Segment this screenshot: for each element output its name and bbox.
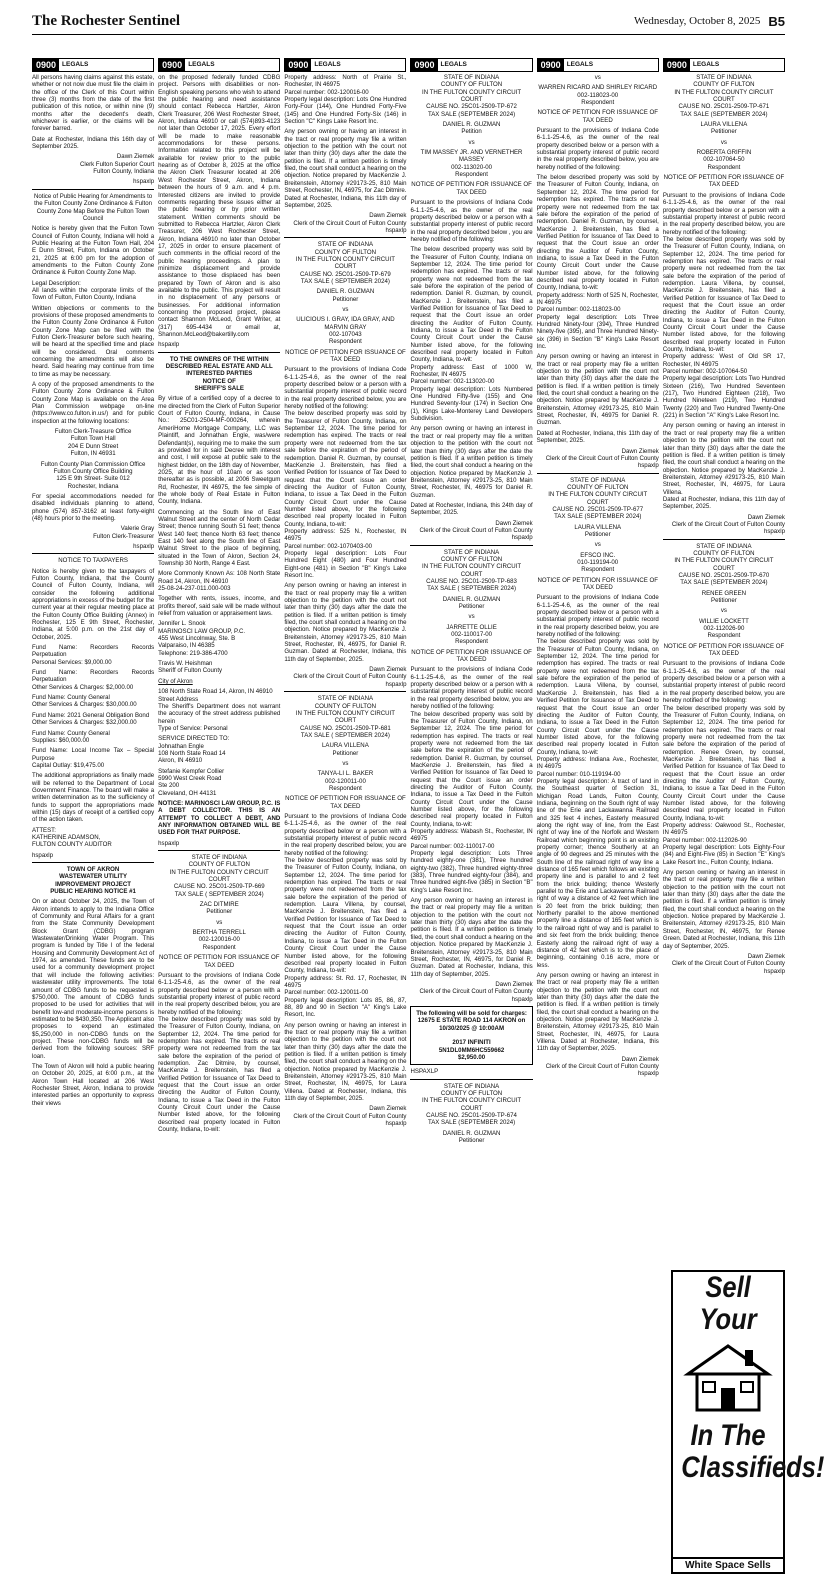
notice-heading: STATE OF INDIANA COUNTY OF FULTON IN THE FULTON COUNTY CIRCUIT COURT CAUSE NO. 25C01-2509-TP-674 TAX SALE (SEPTEMBER 2024) [422, 1082, 522, 1127]
notice-paragraph: Any person owning or having an interest in the tract or real property may file a written objection to the petition with the court not later than thirty (30) days after the date the petition is filed. If a written petition is timely filed, the court shall conduct a hearing on the objection. Notice prepared by MacKenzie J. Breitenstein, Attorney #29173-25, 810 Main Street, Rochester, IN, 46975, for Renee Green. Dated at Rochester, Indiana, this 11th day of September, 2025. [662, 869, 785, 950]
ad-headline: Sell Your [699, 1271, 757, 1336]
column-1 [32, 58, 154, 1586]
newspaper-title: The Rochester Sentinel [32, 12, 181, 29]
signature-block: Dawn Ziemek Clerk of the Circuit Court of Fulton County hspaxlp [419, 980, 533, 1003]
notice-paragraph: Dated at Rochester, Indiana, this 24th day of September, 2025. [410, 501, 533, 517]
notice-heading: DANIEL R. GUZMAN Petitioner [316, 288, 375, 303]
notice-divider [284, 237, 406, 238]
notice-heading: NOTICE OF PETITION FOR ISSUANCE OF TAX DEED [285, 348, 406, 364]
notice-paragraph: Property address: North of Prairie St., Rochester, IN 46975 Parcel number: 002-120016-00 Property legal description: Lots One Hundred Forty-Four (144), One Hundred Forty-Five (145) and One Hundred Forty-Six (146) in Section "C" Kings Lake Resort Inc. [284, 74, 407, 126]
notice-heading: vs [468, 138, 475, 146]
notice-heading: ZAC DITMIRE Petitioner [199, 901, 239, 916]
notice-heading: Fulton County Plan Commission Office Fulton County Office Building 125 E 9th Street- Suite 012 Rochester, Indiana [40, 460, 146, 490]
notice-paragraph: Jennifer L. Snook MARINOSCI LAW GROUP, P.C. 455 West Lincolnway, Ste. B Valparaiso, IN 46385 Telephone: 219-386-4700 [158, 620, 246, 657]
notice-heading: TOWN OF AKRON WASTEWATER UTILITY IMPROVEMENT PROJECT PUBLIC HEARING NOTICE #1 [50, 866, 136, 896]
section-label: LEGALS [188, 61, 215, 68]
notice-heading: vs [342, 759, 349, 767]
notice-divider [158, 352, 280, 353]
column-6 [662, 58, 824, 1586]
notice-paragraph: The additional appropriations as finally made will be referred to the Department of Local Government Finance. The board will make a written determination as to the sufficiency of funds to support the appropriations made within (15) days of receipt of a certified copy of the action taken. [32, 772, 155, 824]
notice-paragraph: Pursuant to the provisions of Indiana Code 6-1.1-25-4.6, as the owner of the real property described below or a person with a substantial property interest of public record in the real property described below, you are hereby notified of the following: The below described property was sold by the Treasurer of Fulton County, Indiana, on September 12, 2024. The time period for redemption has expired. The tracts or real property were not redeemed from the tax sale before the expiration of the period of redemption. Daniel R. Guzman, by counsel, MacKenzie J. Breitenstein, has filed a Verified Petition for Issuance of Tax Deed to request that the Court issue an order directing the Auditor of Fulton County, Indiana, to issue a Tax Deed in the Fulton County Circuit Court under the Cause Number listed above, for the following described real property located in Fulton County, Indiana, to-wit: Property address: Wabash St., Rochester, IN 46975 Parcel number: 002-110017-00 Property legal description: Lots Three hundred eighty-one (381), Three hundred eighty-two (382), Three hundred eighty-three (383), Three hundred eighty-four (384), and Three hundred eight-five (385) in Section "B" King's Lake Resort Inc. [410, 666, 533, 894]
notice-paragraph: Fund Name: Recorders Records Perpetuation Other Services & Charges: $2,000.00 [32, 669, 155, 691]
notice-heading: DANIEL R. GUZMAN Petition [442, 121, 501, 136]
notice-heading: TIM MASSEY JR. AND VERNETHER MASSEY 002-113020-00 Respondent [420, 149, 523, 179]
notice-paragraph: Travis W. Heishman Sheriff of Fulton County [158, 660, 223, 675]
notice-paragraph: The Town of Akron will hold a public hearing on October 20, 2025, at 6:00 p.m., at the Akron Town Hall located at 206 West Rochester Street, Akron, Indiana to provide interested parties an opportunity to express their views [32, 1062, 155, 1107]
section-label: LEGALS [314, 61, 341, 68]
notice-paragraph: Dated at Rochester, Indiana, this 11th day of September, 2025. [536, 429, 659, 445]
ad-tagline: Classifieds! [681, 1451, 824, 1485]
notice-heading: LAURA VILLENA Petitioner [700, 121, 748, 136]
column-content [410, 74, 532, 1144]
signature-block: Dawn Ziemek Clerk of the Circuit Court of Fulton County hspaxlp [545, 1055, 659, 1078]
notice-divider [32, 189, 154, 190]
column-5 [537, 58, 659, 1586]
notice-paragraph: Any person owning or having an interest in the tract or real property may file a written objection to the petition with the court not later than thirty (30) days after the date the petition is filed. If a written petition is timely filed, the court shall conduct a hearing on the objection. Notice prepared by MacKenzie J. Breitenstein, Attorney #29173-25, 810 Main Street, Rochester, IN, 46975 for Daniel R. Guzman. [410, 425, 533, 499]
notice-paragraph: Legal Description: All lands within the corporate limits of the Town of Fulton, Fulton County, Indiana [32, 279, 155, 302]
signature-block: Dawn Ziemek Clerk of the Circuit Court of Fulton County hspaxlp [671, 513, 785, 536]
notice-paragraph: More Commonly Known As: 108 North State Road 14, Akron, IN 46910 25-08-24-237-011.000-003 [158, 570, 281, 593]
notice-divider [284, 691, 406, 692]
section-label: LEGALS [692, 61, 720, 68]
signature-block: Dawn Ziemek Clerk of the Circuit Court of Fulton County hspaxlp [293, 212, 407, 234]
notice-paragraph: Pursuant to the provisions of Indiana Code 6-1.1-25-4.6, as the owner of the real property described below or a person with a substantial property interest of public record in the real property described below, you are hereby notified of the following: The below described property was sold by the Treasurer of Fulton County, Indiana, on September 12, 2024. The time period for redemption has expired. The tracts or real property were not redeemed from the tax sale before the expiration of the period of redemption. Laura Villena, by counsel, MacKenzie J. Breitenstein, has filed a Verified Petition for Issuance of Tax Deed to request that the Court issue an order directing the Auditor of Fulton County, Indiana, to issue a Tax Deed in the Fulton County Circuit Court under the Cause Number listed above, for the following described real property located in Fulton County, Indiana, to-wit: Property address: St. Rd. 17, Rochester, IN 46975 Parcel number: 002-120011-00 Property legal description: Lots 85, 86, 87, 88, 89 and 90 in Section "A" King's Lake Resort, Inc. [284, 812, 407, 1019]
notice-heading: STATE OF INDIANA COUNTY OF FULTON IN THE FULTON COUNTY CIRCUIT COURT CAUSE NO. 25C01-2509-TP-670 TAX SALE (SEPTEMBER 2024) [674, 542, 774, 587]
notice-paragraph: Stefanie Kempfer Collier 5990 West Creek Road Ste 200 Cleveland, OH 44131 [158, 767, 225, 797]
section-number: 0900 [664, 59, 690, 71]
notice-heading: vs [594, 541, 601, 549]
signature-block: hspaxlp [133, 178, 155, 186]
notice-paragraph: Pursuant to the provisions of Indiana Code 6-1.1-25-4.6, as the owner of the real property described below or a person with a substantial property interest of public record in the real property described below, you are hereby notified of the following: The below described property was sold by the Treasurer of Fulton County, Indiana, on September 12, 2024. The time period for redemption has expired. The tracts or real property were not redeemed from the tax sale before the expiration of the period of redemption. Renee Green, by counsel, MacKenzie J. Breitenstein, has filed a Verified Petition for Issuance of Tax Deed to request that the Court issue an order directing the Auditor of Fulton County, Indiana, to issue a Tax Deed in the Fulton County Circuit Court under the Cause Number listed above, for the following described real property located in Fulton County, Indiana, to-wit: Property address: Oakwood St., Rochester, IN 46975 Parcel number: 002-112026-90 Property legal description: Lots Eighty-Four (84) and Eight-Five (85) in Section "E" King's Lake Resort Inc., Fulton County, Indiana. [662, 660, 785, 866]
notice-heading: NOTICE OF PETITION FOR ISSUANCE OF TAX DEED [537, 576, 658, 591]
notice-paragraph: A copy of the proposed amendments to the Fulton County Zone Ordinance & Fulton County Zone Map is available on the Area Plan Commission webpage on-line (https://www.co.fulton.in.us/) and for public inspection at the following locations: [32, 381, 155, 425]
notice-paragraph: Pursuant to the provisions of Indiana Code 6-1.1-25-4.6, as the owner of the real property described below or a person with a substantial property interest of public record in the real property described below , you are hereby notified of the following: [410, 199, 533, 243]
notice-paragraph: ATTEST: KATHERINE ADAMSON, FULTON COUNTY AUDITOR [32, 826, 112, 849]
notice-paragraph: SERVICE DIRECTED TO: Johnathan Engle 108 North State Road 14 Akron, IN 46910 [158, 735, 230, 765]
notice-paragraph: Notice is hereby given that the Fulton Town Council of Fulton County, Indiana will hold a Public Hearing at the Fulton Town Hall, 204 E Dunn Street, Fulton, Indiana on October 21, 2025 at 6:00 pm for the adoption of amendments to the Fulton County Zone Ordinance & Fulton County Zone Map. [32, 225, 155, 277]
section-header [410, 58, 532, 72]
page-number: B5 [768, 13, 785, 29]
notice-heading: STATE OF INDIANA COUNTY OF FULTON IN THE FULTON COUNTY CIRCUIT COURT CAUSE NO. 25C01-2509-TP-681 TAX SALE ( SEPTEMBER 2024) [295, 695, 395, 739]
ad-subline: In The [690, 1419, 766, 1453]
issue-date: Wednesday, October 8, 2025 [633, 15, 761, 27]
column-content [537, 74, 659, 1078]
notice-heading: DANIEL R. GUZMAN Petitioner [442, 1129, 501, 1145]
notice-paragraph: The below described property was sold by the Treasurer of Fulton County, Indiana, on September 12, 2024. The time period for redemption has expired. The tracts or real property were not redeemed from the tax sale before the expiration of the period of redemption. Daniel R. Guzman, by counsel, MacKenzie J. Breitenstein, has filed a Verified Petition for Issuance of Tax Deed to request that the Court issue an order directing the Auditor of Fulton County, Indiana, to issue a Tax Deed in the Fulton County Circuit Court under the Cause Number listed above, for the following described real property located in Fulton County, Indiana, to-wit: Property address: North of 525 N, Rochester, IN 46975 Parcel number: 002-118023-00 Property legal description: Lots Three Hundred Ninety-four (394), Three Hundred Ninety-five (395), and Three Hundred Ninety-six (396) in Section "B" King's Lake Resort Inc. [536, 174, 659, 351]
section-header [663, 58, 785, 72]
signature-block: Dawn Ziemek Clerk of the Circuit Court of Fulton County hspaxlp [671, 952, 785, 975]
column-4 [410, 58, 532, 1586]
notice-paragraph: Pursuant to the provisions of Indiana Code 6-1.1-25-4.6, as the owner of the real property described below or a person with a substantial property interest of public record in the real property described below, you are hereby notified of the following: The below described property was sold by the Treasurer of Fulton County, Indiana, on September 12, 2024. The time period for redemption has expired. The tracts or real property were not redeemed from the tax sale before the expiration of the period of redemption. Daniel R. Guzman, by counsel, MacKenzie J. Breitenstein, has filed a Verified Petition for Issuance of Tax Deed to request that the Court issue an order directing the Auditor of Fulton County, Indiana, to issue a Tax Deed in the Fulton County Circuit Court under the Cause Number listed above, for the following described real property located in Fulton County, Indiana, to-wit: Property address: 525 N., Rochester, IN 46975 Parcel number: 002-1070403-00 Property legal description: Lots Four Hundred Eight (480) and Four Hundred Eight-one (481) in Section "B" King's Lake Resort Inc. [284, 366, 407, 579]
signature-block: Dawn Ziemek Clerk of the Circuit Court of Fulton County hspaxlp [293, 1105, 407, 1128]
house-icon [683, 1342, 773, 1412]
section-label: LEGALS [566, 61, 594, 68]
notice-heading: NOTICE OF PETITION FOR ISSUANCE OF TAX DEED [411, 648, 532, 664]
notice-paragraph: For special accommodations needed for disabled individuals planning to attend, phone (574) 857-3162 at least forty-eight (48) hours prior to the meeting. [32, 492, 155, 522]
notice-paragraph: Commencing at the South line of East Walnut Street and the center of North Cedar Street; thence running South 51 feet; thence West 140 feet; thence North 63 feet; thence East 140 feet along the South line of East Walnut Street to the place of beginning, situated in the Town of Akron, Section 24, Township 30 North, Range 4 East. [158, 508, 281, 567]
notice-heading: LAURA VILLENA Petitioner [322, 742, 369, 757]
notice-heading: WARREN RICARD AND SHIRLEY RICARD 002-118023-00 Respondent [538, 84, 658, 107]
column-2 [158, 58, 280, 1586]
notice-divider [663, 539, 785, 540]
notice-paragraph: Any person owning or having an interest in the tract or real property may file a written objection to the petition with the court not later than thirty (30) days after the date the petition is filed. If a written petition is timely filed, the court shall conduct a hearing on the objection. Notice prepared by MacKenzie J. Breitenstein, Attorney #29173-25, 810 Main Street, Rochester, IN, 46975, for Zac Ditmire. Dated at Rochester, Indiana, this 11th day of September, 2025. [284, 128, 407, 209]
notice-heading: vs [720, 607, 727, 615]
notice-paragraph: Any person owning or having an interest in the tract or real property may file a written objection to the petition with the court not later than thirty (30) days after the date the petition is filed. If a written petition is timely filed, the court shall conduct a hearing on the objection. Notice prepared by MacKenzie J. Breitenstein, Attorney #29173-25, 810 Main Street, Rochester, IN, 46975 for Daniel R. Guzman. [536, 353, 659, 427]
notice-paragraph: All persons having claims against this estate, whether or not now due must file the claim in the office of the Clerk of this Court within three (3) months from the date of the first publication of this notice, or within nine (9) months after the decedent's death, whichever is earlier, or the claims will be forever barred. [32, 74, 155, 133]
notice-paragraph: Any person owning or having an interest in the tract or real property may file a written objection to the petition with the court not later than thirty (30) days after the date the petition is filed. If a written petition is timely filed, the court shall conduct a hearing on the objection. Notice prepared by MacKenzie J. Breitenstein, Attorney #29173-25, 810 Main Street, Rochester, IN, 46975, for Daniel R. Guzman. Dated at Rochester, Indiana, this 11th day of September, 2025. [410, 897, 533, 978]
column-content [32, 74, 154, 1107]
notice-heading: NOTICE OF PETITION FOR ISSUANCE OF TAX DEED [537, 109, 658, 124]
notice-heading: NOTICE OF PETITION FOR ISSUANCE OF TAX DEED [285, 795, 406, 810]
notice-paragraph: The below described property was sold by the Treasurer of Fulton County, Indiana on September 12, 2024. The time period for redemption has expired. The tracts or real property were not redeemed from the tax sale before the expiration of the period of redemption. Daniel R. Guzman, by council, MacKenzie J. Breitenstein, has filed a Verified Petition for Issuance of Tax Deed to request that the Court issue an order directing the Auditor of Fulton County, Indiana, to issue a Tax Deed in the Fulton County Circuit Court under the Cause Number listed above, for the following described real property located in Fulton County, Indiana, to-wit: Property address: East of 1000 W, Rochester, IN 46975 Parcel number: 002-113020-00 Property legal description: Lots Numbered One Hundred Fifty-five (155) and One Hundred Seventy-four (174) in Section One (1), Kings Lake-Monterey Land Developers Subdivision. [410, 246, 533, 423]
column-3 [284, 58, 406, 1586]
section-label: LEGALS [440, 61, 467, 68]
signature-block: Valerie Gray Fulton Clerk-Treasurer [93, 525, 155, 540]
notice-divider [410, 545, 532, 546]
notice-heading: STATE OF INDIANA COUNTY OF FULTON IN THE FULTON COUNTY CIRCUIT COURT CAUSE NO. 25C01-2509-TP-672 TAX SALE (SEPTEMBER 2024) [422, 74, 522, 118]
notice-paragraph: Any person owning or having an interest in the tract or real property may file a written objection to the petition with the court not later than thirty (30) days after the date the petition is filed. If a written petition is timely filed, the court shall conduct a hearing on the objection. Notice prepared by MacKenzie J. Breitenstein, Attorney #29173-25, 810 Main Street, Rochester, IN, 46975, for Laura Villena. Dated at Rochester, Indiana, this 11th day of September, 2025. [662, 422, 785, 511]
section-label: LEGALS [62, 61, 89, 68]
notice-heading: STATE OF INDIANA COUNTY OF FULTON IN THE FULTON COUNTY CIRCUIT COURT CAUSE NO. 25C01-2509-TP-679 TAX SALE ( SEPTEMBER 2024) [295, 241, 395, 285]
notice-paragraph: Notice is hereby given to the taxpayers of Fulton County, Indiana, that the County Council of Fulton County, Indiana, will consider the following additional appropriations in excess of the budget for the current year at their regular meeting place at the Fulton County Office Building (Annex) in Rochester, 125 E 9th Street, Rochester, Indiana, at 5:00 p.m. on the 21st day of October, 2025. [32, 567, 155, 641]
ad-footer: White Space Sells [673, 1557, 783, 1572]
notice-paragraph: NOTICE: MARINOSCI LAW GROUP, P.C. IS A DEBT COLLECTOR. THIS IS AN ATTEMPT TO COLLECT A DEBT, AND ANY INFORMATION OBTAINED WILL BE USED FOR THAT PURPOSE. [158, 799, 281, 837]
notice-paragraph: Fund Name: County General Supplies: $60,000.00 [32, 729, 110, 744]
notice-paragraph: Pursuant to the provisions of Indiana Code 6-1.1-25-4.6, as the owner of the real property described below or a person with a substantial property interest of public record in the real property described below, you are hereby notified of the following: The below described property was sold by the Treasurer of Fulton County, Indiana, on September 12, 2024. The time period for redemption has expired. The tracts or real property were not redeemed from the tax sale before the expiration of the period of redemption. Laura Villena, by counsel, MacKenzie J. Breitenstein, has filed a Verified Petition for Issuance of Tax Deed to request that the Court issue an order directing the Auditor of Fulton County, Indiana, to issue a Tax Deed in the Fulton County Circuit Court under the Cause Number listed above, for the following described real property located in Fulton County, Indiana, to-wit: Property address: Indiana Ave., Rochester, IN 46975 Parcel number: 010-119194-00 Property legal description: A tract of land in the Southeast quarter of Section 31, Michigan Road Lands, Fulton County, Indiana, beginning on the South right of way line of the Erie and Lackawanna Railroad and 325 feet 4 inches, Easterly measured along the right way of line, from the East right of way line of the Norfolk and Western Railroad which beginning point is an existing property corner; thence Southerly at an angle of 90 degrees and 25 minutes with the South line of the railroad right of way line a distance of 165 feet which follows an existing property line and is parallel to and 2 feet from the brick building; thence Westerly parallel to the Erie and Lackawanna Railroad right of way a distance of 42 feet which line is 20 feet from the brick building; then Northerly parallel to the above mentioned property line a distance of 165 feet which is to the railroad right of way and is parallel to and six feet from the brick building; thence Easterly along the railroad right of way a distance of 42 feet which is to the place of beginning, containing 0.16 acre, more or less. [536, 594, 659, 969]
column-content [663, 74, 785, 975]
signature-block: Dawn Ziemek Clerk of the Circuit Court of Fulton County hspaxlp [293, 666, 407, 688]
section-number: 0900 [285, 59, 311, 71]
section-header [158, 58, 280, 72]
notice-heading: BERTHA TERRELL 002-120016-00 Respondent [192, 929, 246, 951]
section-number: 0900 [159, 59, 185, 71]
notice-paragraph: hspaxlp [158, 839, 180, 847]
notice-heading: WILLIE LOCKETT 002-112026-90 Respondent [699, 617, 749, 640]
notice-heading: ROBERTA GRIFFIN 002-107064-50 Respondent [696, 149, 752, 171]
classifieds-ad [671, 1270, 824, 1574]
notice-heading: ULICIOUS I. GRAY, IDA GRAY, AND MARVIN GRAY 002-107043 Respondent [296, 316, 395, 346]
signature-block: Dawn Ziemek Clerk of the Circuit Court of Fulton County hspaxlp [545, 447, 659, 470]
section-number: 0900 [33, 59, 59, 71]
legals-columns [32, 58, 824, 1586]
notice-paragraph: Pursuant to the provisions of Indiana Code 6-1.1-25-4.6, as the owner of the real property described below or a person with a substantial property interest of public record in the real property described below, you are hereby notified of the following: [536, 127, 659, 171]
notice-divider [32, 553, 154, 554]
notice-heading: NOTICE OF PETITION FOR ISSUANCE OF TAX DEED [663, 174, 785, 189]
signature-block: Dawn Ziemek Clerk of the Circuit Court of Fulton County hspaxlp [419, 519, 533, 542]
notice-heading: DANIEL R. GUZMAN Petitioner [442, 595, 501, 611]
notice-heading: NOTICE OF PETITION FOR ISSUANCE OF TAX DEED [411, 181, 532, 196]
notice-heading: STATE OF INDIANA COUNTY OF FULTON IN THE FULTON COUNTY CIRCUIT COURT CAUSE NO. 25C01-2509-TP-683 TAX SALE ( SEPTEMBER 2024) [422, 548, 522, 593]
notice-paragraph: Any person owning or having an interest in the tract or real property may file a written objection to the petition with the court not later than thirty (30) days after the date the petition is filed. If a written petition is timely filed, the court shall conduct a hearing on the objection. Notice prepared by MacKenzie J. Breitenstein, Attorney #29173-25, 810 Main Street, Rochester, IN, 46975, for Laura Villena. Dated at Rochester, Indiana, this 11th day of September, 2025. [284, 1021, 407, 1103]
notice-divider [410, 1079, 532, 1080]
notice-paragraph: Any person owning or having an interest in the tract or real property may file a written objection to the petition with the court not later than thirty (30) days after the date the petition is filed. If a written petition is timely filed, the court shall conduct a hearing on the objection. Notice prepared by MacKenzie J. Breitenstein, Attorney #29173-25, 810 Main Street, Rochester, IN, 46975, for Daniel R. Guzman. Dated at Rochester, Indiana, this 11th day of September, 2025. [284, 582, 407, 663]
section-number: 0900 [538, 59, 564, 71]
sale-notice-box: The following will be sold for charges: 12675 E STATE ROAD 114 AKRON on 10/30/2025 @ 10:00AM 2017 INFINITI 5N1DL0MM6HC559662 $2,950.00 [410, 1006, 532, 1065]
notice-heading: Notice of Public Hearing for Amendments to the Fulton County Zone Ordinance & Fulton County Zone Map Before the Fulton Town Council [33, 192, 153, 222]
notice-paragraph: By virtue of a certified copy of a decree to me directed from the Clerk of Fulton Superior Court of Fulton County, Indiana, in Cause No.: 25C01-2504-MF-000264, wherein AmeriHome Mortgage Company, LLC was Plaintiff, and Johnathan Engle, was/were Defendant(s), requiring me to make the sum as provided for in said Decree with interest and cost, I will expose at public sale to the highest bidder, on the 18th day of November, 2025, at the hour of 10am or as soon thereafter as is possible, at 2006 Sweetgum Rd, Rochester, IN 46975, the fee simple of the whole body of Real Estate in Fulton County, Indiana. [158, 395, 281, 506]
notice-heading: EFSCO INC. 010-119194-00 Respondent [577, 551, 619, 574]
notice-heading: NOTICE OF PETITION FOR ISSUANCE OF TAX DEED [663, 642, 785, 658]
notice-paragraph: hspaxlp [158, 341, 180, 349]
notice-heading: NOTICE TO TAXPAYERS [58, 557, 128, 565]
notice-divider [32, 862, 154, 863]
section-header [32, 58, 154, 72]
notice-paragraph: HSPAXLP [410, 1068, 439, 1076]
notice-heading: STATE OF INDIANA COUNTY OF FULTON IN THE FULTON COUNTY CIRCUIT COURT CAUSE NO. 25C01-2509-TP-671 TAX SALE (SEPTEMBER 2024) [674, 74, 774, 118]
column-content [158, 74, 280, 1133]
notice-heading: vs [594, 74, 601, 81]
notice-paragraph: Fund Name: 2021 General Obligation Bond Other Services & Charges: $32,000.00 [32, 711, 150, 727]
notice-heading: TANYA-LI L. BAKER 002-120011-00 Respondent [317, 770, 374, 792]
notice-paragraph: Written objections or comments to the provisions of these proposed amendments to the Fulton County Zone Ordinance & Fulton County Zone Map can be filed with the Fulton Clerk-Treasurer before such hearing, will be heard at the specified time and place will be considered. Oral comments concerning the amendments will also be heard. Said hearing may continue from time to time as may be necessary. [32, 304, 155, 378]
signature-block: Dawn Ziemek Clerk Fulton Superior Court Fulton County, Indiana [79, 153, 155, 176]
notice-heading: JARRETTE OLLIE 002-110017-00 Respondent [446, 623, 497, 646]
notice-heading: TO THE OWNERS OF THE WITHIN DESCRIBED REAL ESTATE AND ALL INTERESTED PARTIES NOTICE OF SHERIFF'S SALE [165, 355, 273, 393]
notice-heading: vs [720, 138, 727, 146]
notice-paragraph: Date at Rochester, Indiana this 16th day of September 2025. [32, 135, 155, 151]
notice-paragraph: Fund Name: County General Other Services & Charges: $30,000.00 [32, 694, 137, 709]
signature-block: hspaxlp [133, 542, 155, 550]
notice-paragraph: On or about October 24, 2025, the Town of Akron intends to apply to the Indiana Office of Community and Rural Affairs for a grant from the State Community Development Block Grant (CDBG) program Wastewater/Drinking Water Program. This program is funded by Title I of the federal Housing and Community Development Act of 1974, as amended. These funds are to be used for a community development project that will include the following activities: wastewater utility improvements. The total amount of CDBG funds to be requested is $750,000. The amount of CDBG funds proposed to be used for activities that will benefit low-and moderate-income persons is estimated to be $430,350. The Applicant also proposes to expend an estimated $5,250,000 in non-CDBG funds on the project. These non-CDBG funds will be derived from the following sources: SRF loan. [32, 898, 155, 1060]
notice-heading: LAURA VILLENA Petitioner [574, 523, 622, 538]
notice-paragraph: Fund Name: Recorders Records Perpetuation Personal Services: $9,000.00 [32, 644, 155, 666]
notice-heading: STATE OF INDIANA COUNTY OF FULTON IN THE FULTON COUNTY CIRCUIT COURT CAUSE NO. 25C01-2509-TP-669 TAX SALE ( SEPTEMBER 2024) [169, 854, 269, 898]
notice-paragraph: Any person owning or having an interest in the tract or real property may file a written objection to the petition with the court not later than thirty (30) days after the date the petition is filed. If a written petition is timely filed, the court shall conduct a hearing on the objection. Notice prepared by MacKenzie J. Breitenstein, Attorney #29173-25, 810 Main Street, Rochester, IN, 46975, for Laura Villena. Dated at Rochester, Indiana, this 11th day of September, 2025. [536, 971, 659, 1053]
notice-paragraph: Pursuant to the provisions of Indiana Code 6-1.1-25-4.6, as the owner of the real property described below or a person with a substantial property interest of public record in the real property described below, you are hereby notified of the following: The below described property was sold by the Treasurer of Fulton County, Indiana, on September 12, 2024. The time period for redemption has expired. The tracts or real property were not redeemed from the tax sale before the expiration of the period of redemption. Laura Villena, by counsel, MacKenzie J. Breitenstein, has filed a Verified Petition for Issuance of Tax Deed to request that the Court issue an order directing the Auditor of Fulton County, Indiana, to issue a Tax Deed in the Fulton County Circuit Court under the Cause Number listed above, for the following described real property located in Fulton County, Indiana, to-wit: Property address: West of Old SR 17, Rochester, IN 46975 Parcel number: 002-107064-50 Property legal description: Lots Two Hundred Sixteen (216), Two Hundred Seventeen (217), Two Hundred Eighteen (218), Two Hundred Nineteen (219), Two Hundred Twenty (220) and Two Hundred Twenty-One (221) in Section "A" King's Lake Resort Inc. [662, 191, 785, 420]
section-header [284, 58, 406, 72]
section-number: 0900 [411, 59, 437, 71]
notice-paragraph: hspaxlp [32, 851, 54, 859]
notice-heading: vs [468, 613, 475, 621]
notice-heading: NOTICE OF PETITION FOR ISSUANCE OF TAX DEED [158, 954, 280, 969]
notice-heading: vs [216, 918, 223, 926]
notice-heading: vs [342, 305, 349, 313]
notice-paragraph: Fund Name: Local Income Tax – Special Purpose Capital Outlay: $19,475.00 [32, 747, 155, 769]
notice-paragraph: 108 North State Road 14, Akron, IN 46910 Street Address The Sheriff's Department does not warrant the accuracy of the street address published herein Type of Service: Personal [158, 688, 281, 732]
section-header [537, 58, 659, 72]
notice-divider [158, 850, 280, 851]
notice-heading: STATE OF INDIANA COUNTY OF FULTON IN THE FULTON COUNTY CIRCUIT COURT CAUSE NO. 25C01-2509-TP-677 TAX SALE (SEPTEMBER 2024) [548, 476, 648, 521]
notice-heading: Fulton Clerk-Treasure Office Fulton Town Hall 204 E Dunn Street Fulton, IN 46931 [54, 428, 132, 458]
notice-heading: RENEE GREEN Petitioner [701, 589, 747, 605]
column-content [284, 74, 406, 1127]
notice-paragraph: Pursuant to the provisions of Indiana Code 6-1.1-25-4.6, as the owner of the real property described below or a person with a substantial property interest of public record in the real property described below, you are hereby notified of the following: The below described property was sold by the Treasurer of Fulton County, Indiana, on September 12, 2024. The time period for redemption has expired. The tracts or real property were not redeemed from the tax sale before the expiration of the period of redemption. Zac Ditmire, by counsel, MacKenzie J. Breitenstein, has filed a Verified Petition for Issuance of Tax Deed to request that the Court issue an order directing the Auditor of Fulton County, Indiana, to issue a Tax Deed in the Fulton County Circuit Court under the Cause Number listed above, for the following described real property located in Fulton County, Indiana, to-wit: [158, 971, 281, 1134]
notice-paragraph: Together with rents, issues, income, and profits thereof, said sale will be made without relief from valuation or appraisement laws. [158, 595, 281, 618]
masthead [32, 8, 785, 35]
notice-paragraph: City of Akron [158, 677, 193, 685]
notice-divider [537, 473, 659, 474]
notice-paragraph: on the proposed federally funded CDBG project. Persons with disabilities or non-English speaking persons who wish to attend the public hearing and need assistance should contact Rebecca Hartzler, Akron Clerk Treasurer, 206 West Rochester Street, Akron, Indiana 46910 or call (574)893-4123 not later than October 17, 2025. Every effort will be made to make reasonable accommodations for these persons. Information related to this project will be available for review prior to the public hearing as of October 8, 2025 at the office the Akron Clerk Treasurer located at 206 West Rochester Street, Akron, Indiana between the hours of 9 a.m. and 4 p.m. Interested citizens are invited to provide comments regarding these issues either at the public hearing or by prior written statement. Written comments should be submitted to Rebecca Hartzler, Akron Clerk Treasurer, 206 West Rochester Street, Akron, Indiana 46910 no later than October 17, 2025 in order to ensure placement of such comments in the official record of the public hearing proceedings. A plan to minimize displacement and provide assistance to those displaced has been prepared by Town of Akron and is also available to the public. This project will result in no displacement of any persons or businesses. For additional information concerning the proposed project, please contact Shannon McLeod, Grant Writer, at (317) 695-4434 or email at, Shannon.McLeod@bakertilly.com [158, 74, 281, 339]
